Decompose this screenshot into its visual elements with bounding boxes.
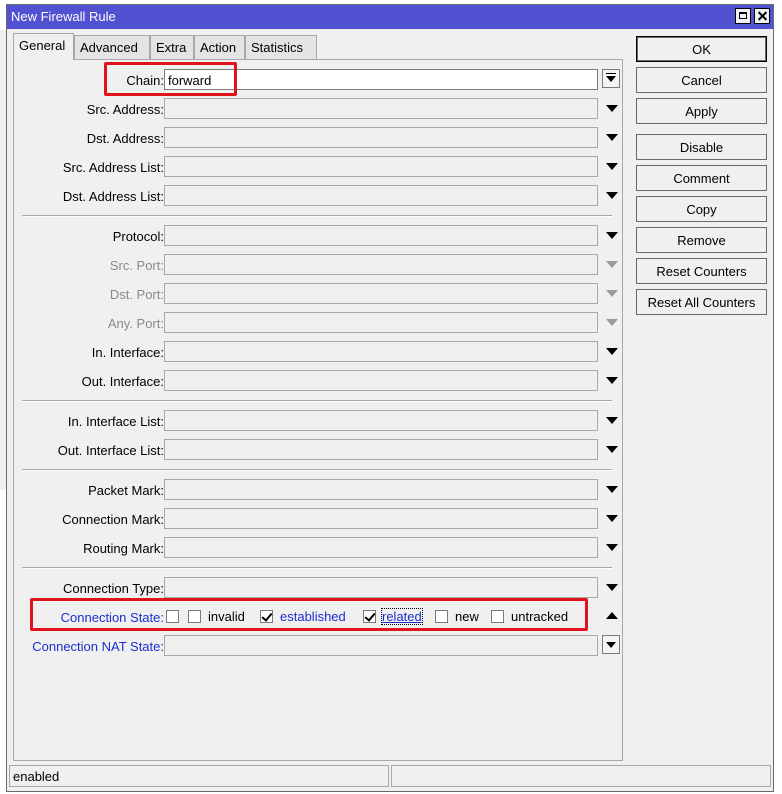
any-port-row	[14, 312, 622, 334]
src-address-input[interactable]	[164, 98, 598, 119]
tab-advanced[interactable]: Advanced	[74, 35, 150, 59]
separator	[22, 469, 612, 471]
chevron-down-icon[interactable]	[606, 486, 618, 493]
tab-action[interactable]: Action	[194, 35, 245, 59]
chevron-down-icon[interactable]	[606, 584, 618, 591]
chevron-down-icon	[606, 261, 618, 268]
routing-mark-input[interactable]	[164, 537, 598, 558]
src-port-input	[164, 254, 598, 275]
dst-address-input[interactable]	[164, 127, 598, 148]
chain-dropdown-button[interactable]	[602, 69, 620, 88]
src-address-list-input[interactable]	[164, 156, 598, 177]
out-interface-list-input[interactable]	[164, 439, 598, 460]
established-checkbox[interactable]	[260, 610, 273, 623]
out-interface-row	[14, 370, 622, 392]
dst-address-list-row	[14, 185, 622, 207]
in-interface-input[interactable]	[164, 341, 598, 362]
protocol-row	[14, 225, 622, 247]
src-address-label: Src. Address:	[86, 102, 164, 117]
src-address-list-row	[14, 156, 622, 178]
in-interface-list-label: In. Interface List:	[67, 414, 164, 429]
tab-extra[interactable]: Extra	[150, 35, 194, 59]
reset-all-counters-button[interactable]: Reset All Counters	[636, 289, 767, 315]
out-interface-input[interactable]	[164, 370, 598, 391]
new-checkbox[interactable]	[435, 610, 448, 623]
src-port-label: Src. Port:	[109, 258, 164, 273]
new-label: new	[455, 609, 479, 624]
connection-nat-state-row	[14, 635, 622, 657]
invalid-label: invalid	[208, 609, 245, 624]
connection-type-input[interactable]	[164, 577, 598, 598]
chevron-down-icon	[606, 319, 618, 326]
protocol-input[interactable]	[164, 225, 598, 246]
chevron-down-icon[interactable]	[606, 134, 618, 141]
packet-mark-label: Packet Mark:	[88, 483, 164, 498]
in-interface-list-row	[14, 410, 622, 432]
invalid-checkbox[interactable]	[188, 610, 201, 623]
firewall-rule-dialog	[6, 4, 774, 792]
related-checkbox[interactable]	[363, 610, 376, 623]
connection-state-row	[14, 606, 622, 628]
src-address-list-label: Src. Address List:	[62, 160, 164, 175]
connection-mark-row	[14, 508, 622, 530]
connection-mark-label: Connection Mark:	[62, 512, 164, 527]
chevron-down-icon[interactable]	[606, 446, 618, 453]
src-address-row	[14, 98, 622, 120]
in-interface-label: In. Interface:	[91, 345, 164, 360]
in-interface-list-input[interactable]	[164, 410, 598, 431]
chevron-down-icon[interactable]	[606, 192, 618, 199]
chevron-down-icon[interactable]	[606, 417, 618, 424]
chevron-down-icon	[606, 290, 618, 297]
window-title: New Firewall Rule	[11, 9, 116, 24]
dst-address-row	[14, 127, 622, 149]
connection-state-negate-checkbox[interactable]	[166, 610, 179, 623]
disable-button[interactable]: Disable	[636, 134, 767, 160]
title-bar[interactable]	[7, 5, 773, 29]
dst-port-label: Dst. Port:	[109, 287, 164, 302]
separator	[22, 400, 612, 402]
any-port-label: Any. Port:	[107, 316, 164, 331]
general-panel	[13, 59, 623, 761]
untracked-label: untracked	[511, 609, 569, 624]
chain-row	[14, 69, 622, 91]
out-interface-list-row	[14, 439, 622, 461]
chevron-down-icon[interactable]	[606, 515, 618, 522]
chevron-down-icon[interactable]	[606, 348, 618, 355]
chevron-down-icon	[606, 76, 616, 82]
packet-mark-input[interactable]	[164, 479, 598, 500]
apply-button[interactable]: Apply	[636, 98, 767, 124]
routing-mark-row	[14, 537, 622, 559]
maximize-icon[interactable]	[735, 8, 751, 24]
chevron-down-icon[interactable]	[606, 544, 618, 551]
in-interface-row	[14, 341, 622, 363]
separator	[22, 567, 612, 569]
tab-general[interactable]: General	[13, 33, 74, 60]
cancel-button[interactable]: Cancel	[636, 67, 767, 93]
connection-nat-state-dropdown-button[interactable]	[602, 635, 620, 654]
chain-label: Chain:	[126, 73, 164, 88]
any-port-input	[164, 312, 598, 333]
dst-address-list-label: Dst. Address List:	[62, 189, 164, 204]
status-secondary	[391, 765, 771, 787]
comment-button[interactable]: Comment	[636, 165, 767, 191]
status-text: enabled	[9, 765, 389, 787]
connection-nat-state-input[interactable]	[164, 635, 598, 656]
close-icon[interactable]	[754, 8, 770, 24]
remove-button[interactable]: Remove	[636, 227, 767, 253]
menu-bar-icon	[606, 73, 616, 74]
chevron-up-icon[interactable]	[606, 612, 618, 619]
packet-mark-row	[14, 479, 622, 501]
connection-type-row	[14, 577, 622, 599]
chain-input[interactable]: forward	[164, 69, 598, 90]
src-port-row	[14, 254, 622, 276]
untracked-checkbox[interactable]	[491, 610, 504, 623]
dst-port-input	[164, 283, 598, 304]
tab-statistics[interactable]: Statistics	[245, 35, 317, 59]
ok-button[interactable]: OK	[636, 36, 767, 62]
related-label: related	[382, 609, 422, 624]
connection-nat-state-label: Connection NAT State:	[32, 639, 164, 654]
copy-button[interactable]: Copy	[636, 196, 767, 222]
reset-counters-button[interactable]: Reset Counters	[636, 258, 767, 284]
chevron-down-icon[interactable]	[606, 232, 618, 239]
dst-address-label: Dst. Address:	[86, 131, 164, 146]
protocol-label: Protocol:	[112, 229, 164, 244]
connection-mark-input[interactable]	[164, 508, 598, 529]
dst-port-row	[14, 283, 622, 305]
established-label: established	[280, 609, 346, 624]
routing-mark-label: Routing Mark:	[83, 541, 164, 556]
status-bar	[9, 765, 771, 789]
out-interface-list-label: Out. Interface List:	[57, 443, 164, 458]
connection-type-label: Connection Type:	[63, 581, 164, 596]
chevron-down-icon[interactable]	[606, 105, 618, 112]
chevron-down-icon[interactable]	[606, 377, 618, 384]
connection-state-label: Connection State:	[60, 610, 164, 625]
dst-address-list-input[interactable]	[164, 185, 598, 206]
separator	[22, 215, 612, 217]
out-interface-label: Out. Interface:	[81, 374, 164, 389]
chevron-down-icon[interactable]	[606, 163, 618, 170]
chevron-down-icon	[606, 642, 616, 648]
